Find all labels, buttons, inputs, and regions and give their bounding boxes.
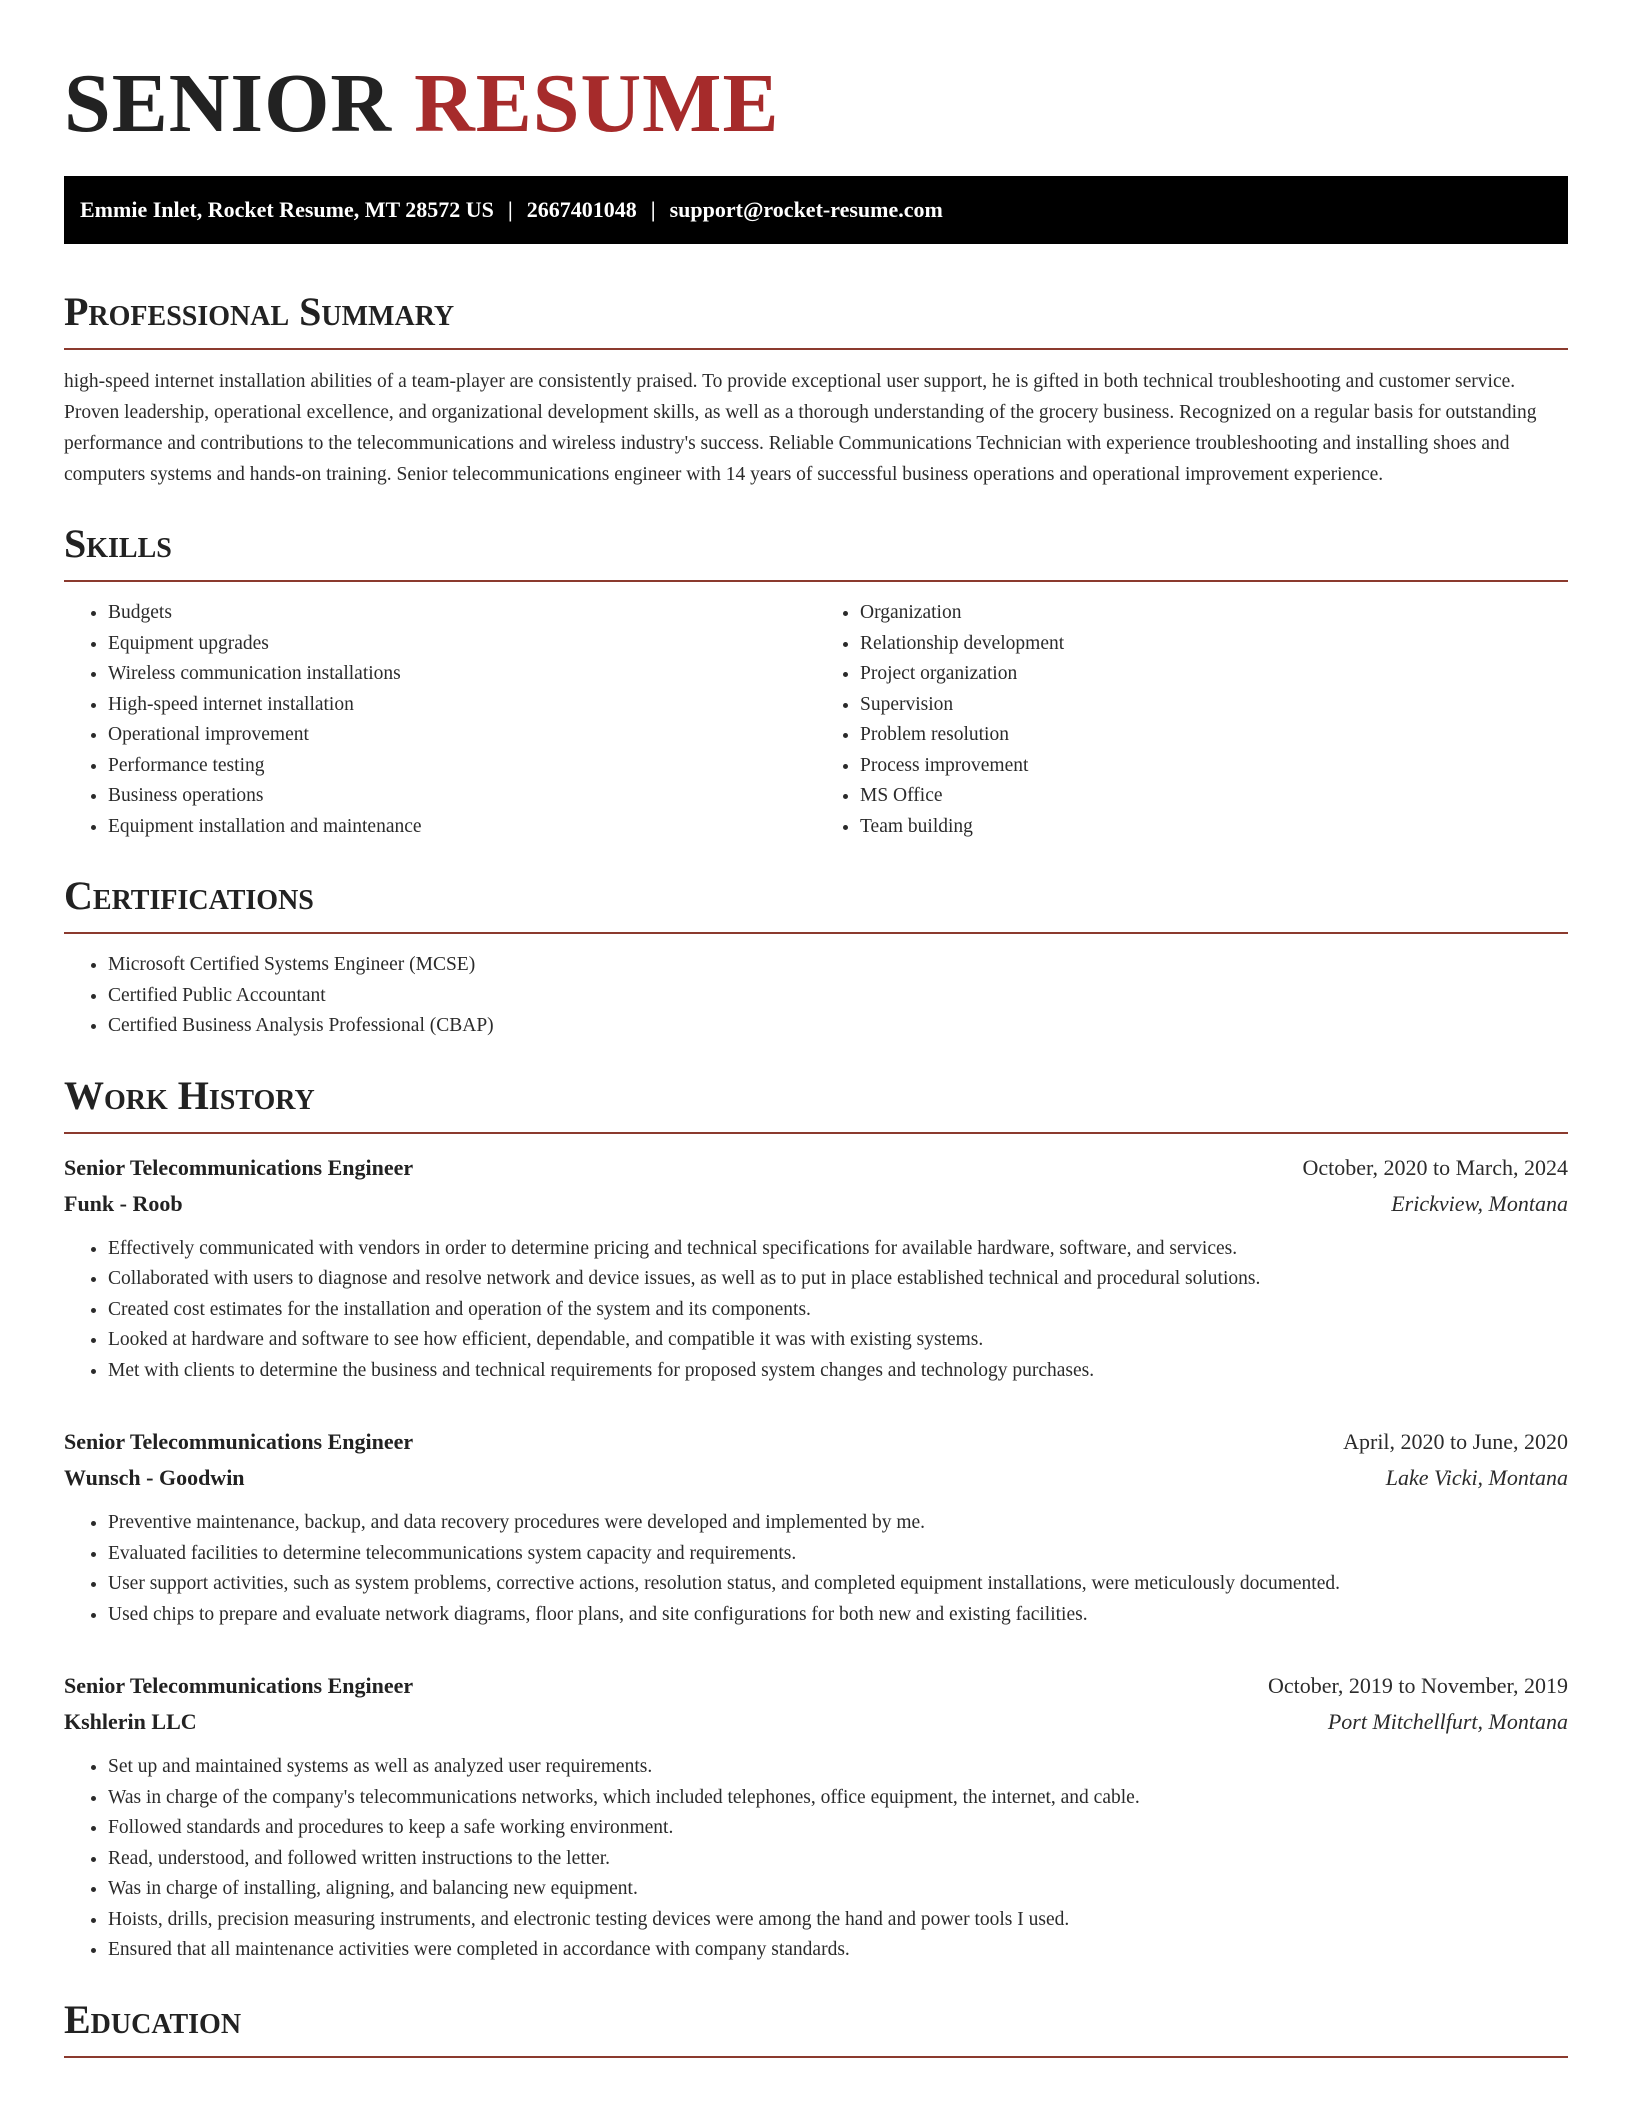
resume-title — [64, 0, 1568, 176]
skill-item: • Operational improvement — [108, 720, 816, 751]
job-bullet: • Used chips to prepare and evaluate network diagrams, floor plans, and site configurations for both new and existing facilities. — [108, 1600, 1568, 1631]
job-header-row — [64, 1424, 1568, 1460]
skill-item: • Supervision — [860, 690, 1568, 721]
work-history-heading: Work History — [64, 1072, 1568, 1134]
job-bullets — [64, 1234, 1568, 1387]
job-company-row — [64, 1704, 1568, 1740]
contact-separator: | — [650, 197, 656, 222]
skills-right-list — [816, 598, 1568, 842]
skill-item: • Performance testing — [108, 751, 816, 782]
skill-item: • Team building — [860, 812, 1568, 843]
job-bullet: • Effectively communicated with vendors in order to determine pricing and technical specifications for available hardware, software, and services. — [108, 1234, 1568, 1265]
contact-separator: | — [507, 197, 513, 222]
job-header-row — [64, 1150, 1568, 1186]
job-bullets — [64, 1752, 1568, 1966]
job-company-row — [64, 1186, 1568, 1222]
job-bullet: • Ensured that all maintenance activities were completed in accordance with company standards. — [108, 1935, 1568, 1966]
summary-heading: Professional Summary — [64, 288, 1568, 350]
resume-page — [64, 0, 1568, 2058]
skill-item: • Project organization — [860, 659, 1568, 690]
contact-email: support@rocket-resume.com — [669, 197, 943, 222]
skills-heading: Skills — [64, 520, 1568, 582]
job-bullet: • Met with clients to determine the business and technical requirements for proposed system changes and technology purchases. — [108, 1356, 1568, 1387]
summary-text: high-speed internet installation abilities of a team-player are consistently praised. To provide exceptional user support, he is gifted in both technical troubleshooting and customer service. Proven leadership, operational excellence, and organizational development skills, as well as a thorough understanding of the grocery business. Recognized on a regular basis for outstanding performance and contributions to the telecommunications and wireless industry's success. Reliable Communications Technician with experience troubleshooting and installing shoes and computers systems and hands-on training. Senior telecommunications engineer with 14 years of successful business operations and operational improvement experience. — [64, 371, 1537, 485]
job-dates: April, 2020 to June, 2020 — [1343, 1429, 1568, 1454]
job-dates: October, 2019 to November, 2019 — [1267, 1673, 1568, 1698]
job-bullet: • Read, understood, and followed written instructions to the letter. — [108, 1844, 1568, 1875]
certifications-heading: Certifications — [64, 872, 1568, 934]
job-title: Senior Telecommunications Engineer — [64, 1429, 414, 1454]
skill-item: • Organization — [860, 598, 1568, 629]
contact-phone: 2667401048 — [526, 197, 637, 222]
job-bullet: • Created cost estimates for the installation and operation of the system and its components. — [108, 1295, 1568, 1326]
education-heading: Education — [64, 1996, 1568, 2058]
skill-item: • Relationship development — [860, 629, 1568, 660]
skill-item: • Process improvement — [860, 751, 1568, 782]
job-bullet: • Evaluated facilities to determine telecommunications system capacity and requirements. — [108, 1539, 1568, 1570]
job-bullet: • Was in charge of installing, aligning, and balancing new equipment. — [108, 1874, 1568, 1905]
skill-item: • Budgets — [108, 598, 816, 629]
job-bullet: • Preventive maintenance, backup, and data recovery procedures were developed and implemented by me. — [108, 1508, 1568, 1539]
certification-item: • Microsoft Certified Systems Engineer (MCSE) — [108, 950, 1568, 981]
certification-item: • Certified Business Analysis Professional (CBAP) — [108, 1011, 1568, 1042]
job-entry — [64, 1668, 1568, 1966]
job-entry — [64, 1150, 1568, 1387]
job-title: Senior Telecommunications Engineer — [64, 1154, 414, 1180]
job-header-row — [64, 1668, 1568, 1704]
certification-item: • Certified Public Accountant — [108, 981, 1568, 1012]
job-location: Port Mitchellfurt, Montana — [1327, 1709, 1568, 1734]
skill-item: • Equipment installation and maintenance — [108, 812, 816, 843]
skill-item: • Problem resolution — [860, 720, 1568, 751]
job-bullet: • User support activities, such as system problems, corrective actions, resolution status, and completed equipment installations, were meticulously documented. — [108, 1569, 1568, 1600]
skill-item: • High-speed internet installation — [108, 690, 816, 721]
job-company: Funk - Roob — [64, 1190, 183, 1216]
job-bullets — [64, 1508, 1568, 1630]
job-bullet: • Hoists, drills, precision measuring instruments, and electronic testing devices were among the hand and power tools I used. — [108, 1905, 1568, 1936]
job-bullet: • Followed standards and procedures to keep a safe working environment. — [108, 1813, 1568, 1844]
title-part-senior: SENIOR — [64, 57, 393, 150]
job-dates: October, 2020 to March, 2024 — [1302, 1154, 1568, 1180]
skills-columns — [64, 598, 1568, 842]
job-bullet: • Set up and maintained systems as well as analyzed user requirements. — [108, 1752, 1568, 1783]
job-location: Erickview, Montana — [1391, 1190, 1568, 1216]
job-location: Lake Vicki, Montana — [1385, 1465, 1568, 1490]
job-company-row — [64, 1460, 1568, 1496]
job-bullet: • Looked at hardware and software to see how efficient, dependable, and compatible it was with existing systems. — [108, 1325, 1568, 1356]
job-bullet: • Was in charge of the company's telecommunications networks, which included telephones, office equipment, the internet, and cable. — [108, 1783, 1568, 1814]
job-bullet: • Collaborated with users to diagnose and resolve network and device issues, as well as to put in place established technical and procedural solutions. — [108, 1264, 1568, 1295]
certifications-list — [64, 950, 1568, 1042]
skill-item: • Business operations — [108, 781, 816, 812]
job-company: Kshlerin LLC — [64, 1709, 197, 1734]
skill-item: • MS Office — [860, 781, 1568, 812]
job-title: Senior Telecommunications Engineer — [64, 1673, 414, 1698]
job-company: Wunsch - Goodwin — [64, 1465, 245, 1490]
job-entry — [64, 1424, 1568, 1630]
title-part-resume: RESUME — [414, 57, 780, 150]
contact-bar — [64, 176, 1568, 244]
skill-item: • Wireless communication installations — [108, 659, 816, 690]
skill-item: • Equipment upgrades — [108, 629, 816, 660]
skills-left-list — [64, 598, 816, 842]
contact-address: Emmie Inlet, Rocket Resume, MT 28572 US — [80, 197, 494, 222]
